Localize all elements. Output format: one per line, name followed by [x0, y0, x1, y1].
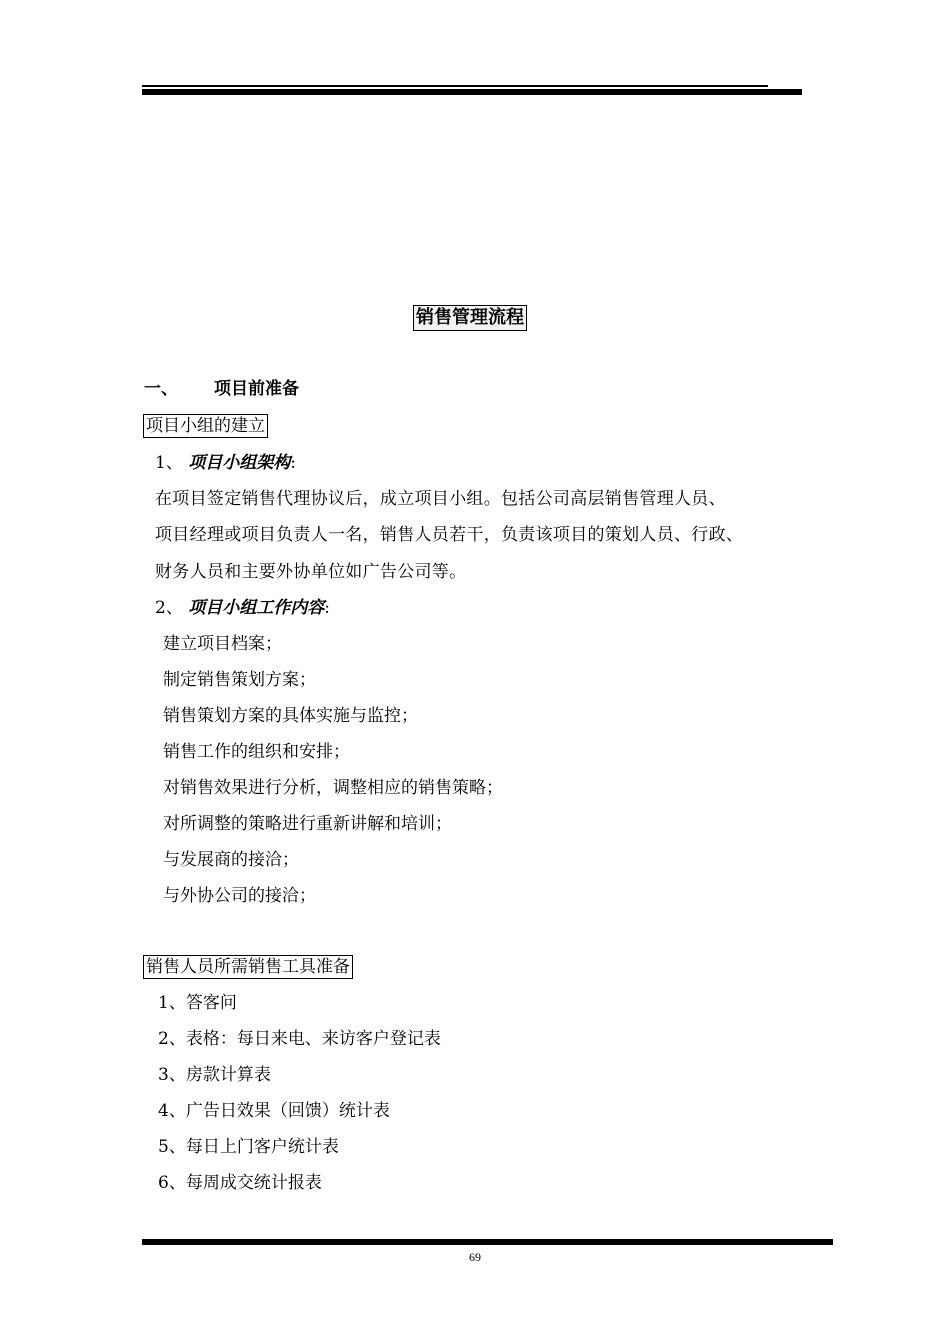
work-item: 制定销售策划方案；: [163, 670, 316, 690]
footer-rule: [142, 1239, 833, 1245]
section-number: 一、: [144, 379, 178, 399]
team-work-label: 项目小组工作内容: [188, 598, 325, 618]
paragraph-line: 项目经理或项目负责人一名，销售人员若干，负责该项目的策划人员、行政、: [155, 525, 744, 545]
team-work-heading: [155, 597, 330, 619]
team-structure-colon: :: [290, 453, 296, 473]
work-item: 建立项目档案；: [163, 634, 282, 654]
team-work-number: 2、: [155, 598, 183, 618]
section-label: 项目前准备: [214, 379, 299, 399]
header-rule-thick: [142, 89, 802, 95]
work-item: 销售策划方案的具体实施与监控；: [163, 706, 418, 726]
tool-item: 1、答客问: [158, 993, 237, 1013]
team-work-colon: :: [324, 598, 330, 618]
subsection-heading-team: 项目小组的建立: [143, 414, 268, 438]
team-structure-number: 1、: [155, 453, 183, 473]
tool-item: 2、表格：每日来电、来访客户登记表: [158, 1029, 441, 1049]
tool-item: 4、广告日效果（回馈）统计表: [158, 1101, 390, 1121]
work-item: 与外协公司的接洽；: [163, 886, 316, 906]
section-heading: [144, 378, 299, 400]
work-item: 与发展商的接洽；: [163, 850, 299, 870]
tool-item: 6、每周成交统计报表: [158, 1173, 322, 1193]
document-title: 销售管理流程: [413, 305, 527, 331]
subsection-heading-tools: 销售人员所需销售工具准备: [143, 955, 353, 979]
paragraph-line: 在项目签定销售代理协议后，成立项目小组。包括公司高层销售管理人员、: [155, 489, 726, 509]
work-item: 销售工作的组织和安排；: [163, 742, 350, 762]
page-number: 69: [469, 1250, 481, 1264]
team-structure-heading: [155, 452, 296, 474]
work-item: 对所调整的策略进行重新讲解和培训；: [163, 814, 452, 834]
team-structure-label: 项目小组架构: [188, 453, 291, 473]
work-item: 对销售效果进行分析，调整相应的销售策略；: [163, 778, 503, 798]
header-rule-thin: [142, 85, 768, 87]
tool-item: 3、房款计算表: [158, 1065, 271, 1085]
paragraph-line: 财务人员和主要外协单位如广告公司等。: [155, 562, 467, 582]
tool-item: 5、每日上门客户统计表: [158, 1137, 339, 1157]
